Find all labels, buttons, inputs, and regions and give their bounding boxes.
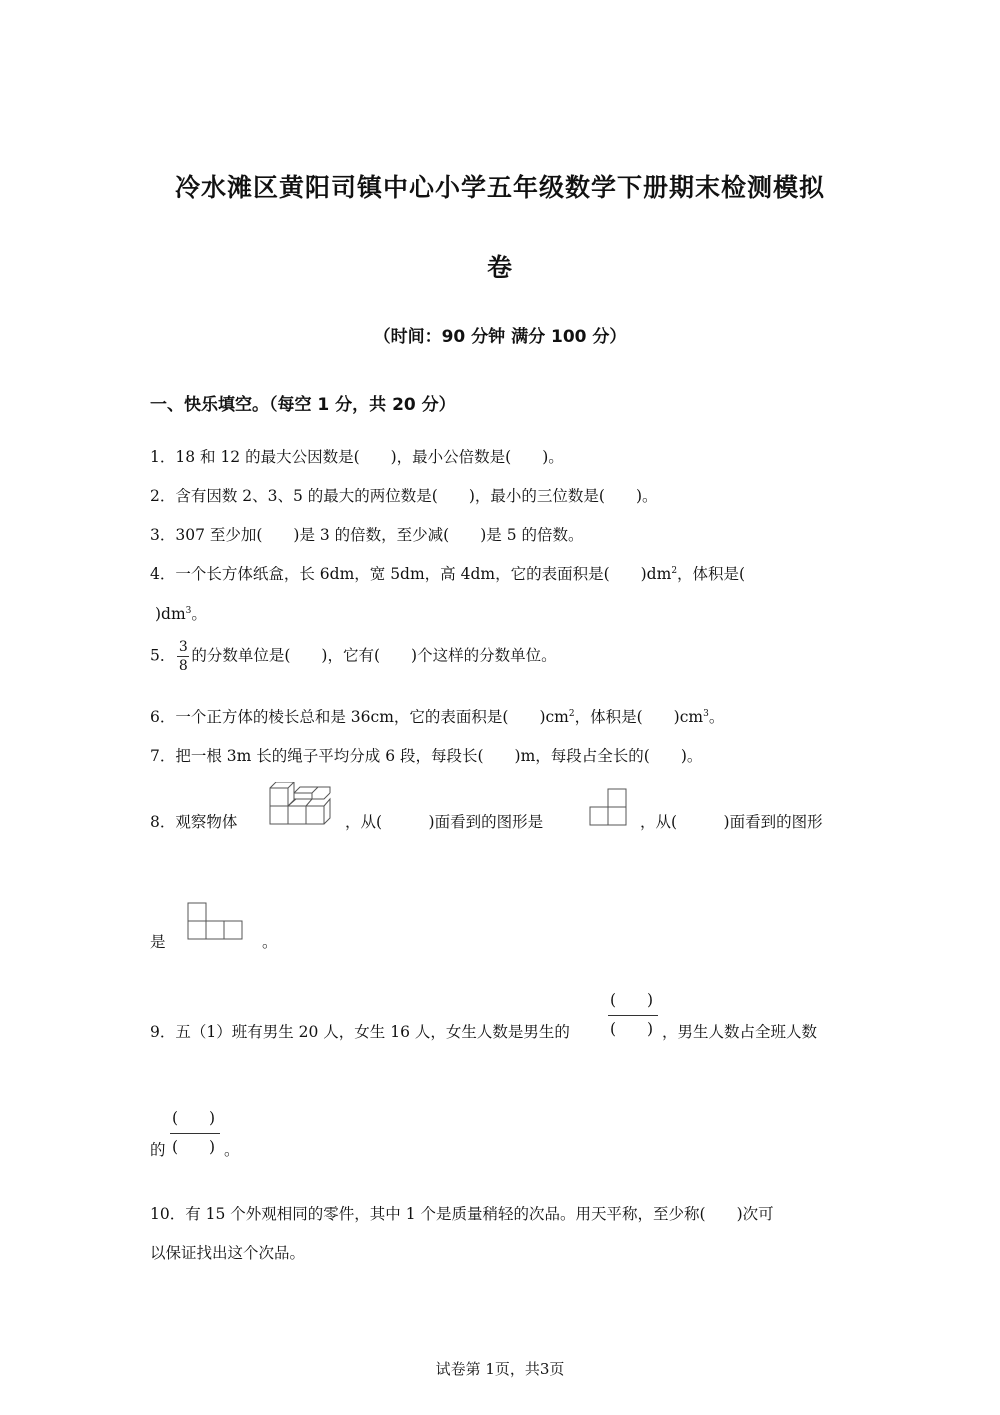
question-8-part4: 是: [150, 933, 166, 951]
question-10-line2: 以保证找出这个次品。: [150, 1244, 306, 1262]
page-title-line2: 卷: [486, 253, 513, 282]
question-9-end: 。: [224, 1141, 240, 1159]
question-5: 5． $\frac{3}{8}$ 的分数单位是( )，它有( )个这样的分数单位。: [150, 639, 557, 674]
page-footer: 试卷第 1页，共3页: [435, 1360, 565, 1378]
question-9-line1: 9．五（1）班有男生 20 人，女生 16 人，女生人数是男生的: [150, 1023, 570, 1041]
page-title-line1: 冷水滩区黄阳司镇中心小学五年级数学下册期末检测模拟: [174, 173, 825, 202]
view-shape-1: [588, 788, 630, 828]
cube-stack-figure: [268, 782, 334, 828]
question-8-part2: ，从( )面看到的图形是: [345, 813, 544, 831]
exam-info: （时间：90 分钟 满分 100 分）: [373, 327, 627, 347]
question-2: 2．含有因数 2、3、5 的最大的两位数是( )，最小的三位数是( )。: [150, 487, 658, 505]
view-shape-2: [186, 902, 248, 942]
question-10-line1: 10．有 15 个外观相同的零件，其中 1 个是质量稍轻的次品。用天平称，至少称( )次可: [150, 1205, 774, 1223]
fraction: $\frac{3}{8}$: [178, 639, 188, 674]
question-1: 1．18 和 12 的最大公因数是( )，最小公倍数是( )。: [150, 448, 564, 466]
question-4-line1: 4．一个长方体纸盒，长 6dm，宽 5dm，高 4dm，它的表面积是( )$dm^2$，体积是(: [150, 565, 746, 583]
question-9-line2: 的: [150, 1141, 166, 1159]
question-4-line2: )$dm^3$。: [155, 605, 207, 623]
question-3: 3．307 至少加( )是 3 的倍数，至少减( )是 5 的倍数。: [150, 526, 584, 544]
question-8-label: 8．观察物体: [150, 813, 238, 831]
question-8-end: 。: [262, 933, 278, 951]
question-6: 6．一个正方体的棱长总和是 36cm，它的表面积是( )$cm^2$，体积是( )$cm^3$。: [150, 708, 725, 726]
question-9-part2: ，男生人数占全班人数: [662, 1023, 818, 1041]
question-7: 7．把一根 3m 长的绳子平均分成 6 段，每段长( )m，每段占全长的( )。: [150, 747, 703, 765]
section-heading: 一、快乐填空。（每空 1 分，共 20 分）: [150, 395, 456, 415]
question-8-part3: ，从( )面看到的图形: [640, 813, 823, 831]
